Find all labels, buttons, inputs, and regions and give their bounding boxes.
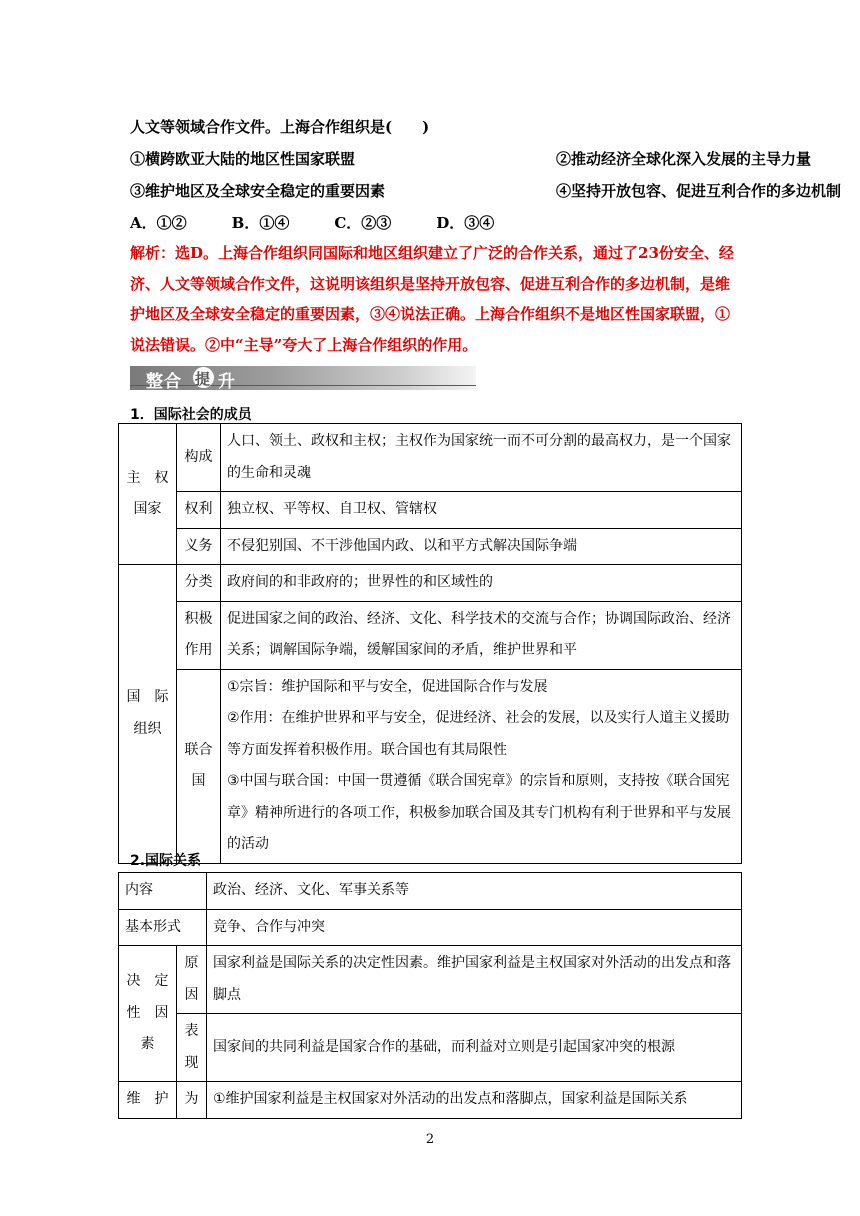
table-row — [119, 565, 742, 602]
table-row — [119, 492, 742, 529]
statement-4: ④坚持开放包容、促进互利合作的多边机制 — [556, 182, 842, 200]
row-key: 分类 — [177, 565, 221, 602]
statement-row-1 — [130, 149, 812, 169]
row-key: 原因 — [177, 946, 207, 1014]
row-key: 联合国 — [177, 669, 221, 863]
section-banner — [130, 366, 476, 390]
table-row — [119, 946, 742, 1014]
un-details — [221, 669, 742, 863]
row-value: 促进国家之间的政治、经济、文化、科学技术的交流与合作；协调国际政治、经济关系；调解国际争端，缓解国家间的矛盾，维护世界和平 — [221, 601, 742, 669]
table-row — [119, 669, 742, 863]
row-value: 政治、经济、文化、军事关系等 — [207, 873, 742, 910]
row-key: 构成 — [177, 424, 221, 492]
table-row — [119, 424, 742, 492]
table-row — [119, 601, 742, 669]
table-row — [119, 873, 742, 910]
row-value: 竞争、合作与冲突 — [207, 909, 742, 946]
row-value: 人口、领土、政权和主权；主权作为国家统一而不可分割的最高权力，是一个国家的生命和灵魂 — [221, 424, 742, 492]
decisive-label: 决 定性 因素 — [119, 946, 177, 1082]
row-value: ①维护国家利益是主权国家对外活动的出发点和落脚点，国家利益是国际关系 — [207, 1082, 742, 1119]
section2-heading: 2.国际关系 — [130, 853, 202, 869]
table-row — [119, 1082, 742, 1119]
relations-table — [118, 872, 742, 1119]
un-line: ②作用：在维护世界和平与安全，促进经济、社会的发展，以及实行人道主义援助等方面发挥着积极作用。联合国也有其局限性 — [227, 710, 730, 758]
statement-2: ②推动经济全球化深入发展的主导力量 — [556, 150, 812, 168]
statement-1: ①横跨欧亚大陆的地区性国家联盟 — [130, 150, 356, 168]
row-key: 内容 — [119, 873, 207, 910]
maintain-label: 维 护 — [119, 1082, 177, 1119]
banner-text-1: 整合 — [146, 372, 182, 392]
un-line: ③中国与联合国：中国一贯遵循《联合国宪章》的宗旨和原则，支持按《联合国宪章》精神所进行的各项工作，积极参加联合国及其专门机构有利于世界和平与发展的活动 — [227, 773, 731, 852]
intl-org-label: 国 际 组织 — [119, 565, 177, 864]
table-row — [119, 528, 742, 565]
banner-text-2: 升 — [218, 372, 236, 392]
table-row — [119, 1014, 742, 1082]
statement-row-2 — [130, 181, 842, 201]
un-line: ①宗旨：维护国际和平与安全，促进国际合作与发展 — [227, 678, 548, 695]
banner-circle — [193, 367, 214, 388]
row-key: 义务 — [177, 528, 221, 565]
row-value: 国家间的共同利益是国家合作的基础，而利益对立则是引起国家冲突的根源 — [207, 1014, 742, 1082]
banner-circle-text: 提 — [195, 370, 211, 388]
choices: A．①② B．①④ C．②③ D．③④ — [130, 214, 495, 232]
row-value: 不侵犯别国、不干涉他国内政、以和平方式解决国际争端 — [221, 528, 742, 565]
row-value: 独立权、平等权、自卫权、管辖权 — [221, 492, 742, 529]
row-value: 国家利益是国际关系的决定性因素。维护国家利益是主权国家对外活动的出发点和落脚点 — [207, 946, 742, 1014]
members-table — [118, 423, 742, 864]
statement-3: ③维护地区及全球安全稳定的重要因素 — [130, 182, 386, 200]
page-number: 2 — [425, 1132, 435, 1147]
section1-heading: 1．国际社会的成员 — [130, 407, 252, 423]
table-row — [119, 909, 742, 946]
row-key: 权利 — [177, 492, 221, 529]
analysis-text: 解析：选D。上海合作组织同国际和地区组织建立了广泛的合作关系，通过了23份安全、经济、人文等领域合作文件，这说明该组织是坚持开放包容、促进互利合作的多边机制，是维护地区及全球安全稳定的重要因素，③④说法正确。上海合作组织不是地区性国家联盟，①说法错误。②中“主导”夸大了上海合作组织的作用。 — [130, 244, 734, 354]
row-key: 表现 — [177, 1014, 207, 1082]
question-stem: 人文等领域合作文件。上海合作组织是( ) — [130, 118, 430, 136]
row-key: 为 — [177, 1082, 207, 1119]
row-key: 基本形式 — [119, 909, 207, 946]
row-value: 政府间的和非政府的；世界性的和区域性的 — [221, 565, 742, 602]
sovereign-label: 主 权 国家 — [119, 424, 177, 565]
row-key: 积极作用 — [177, 601, 221, 669]
